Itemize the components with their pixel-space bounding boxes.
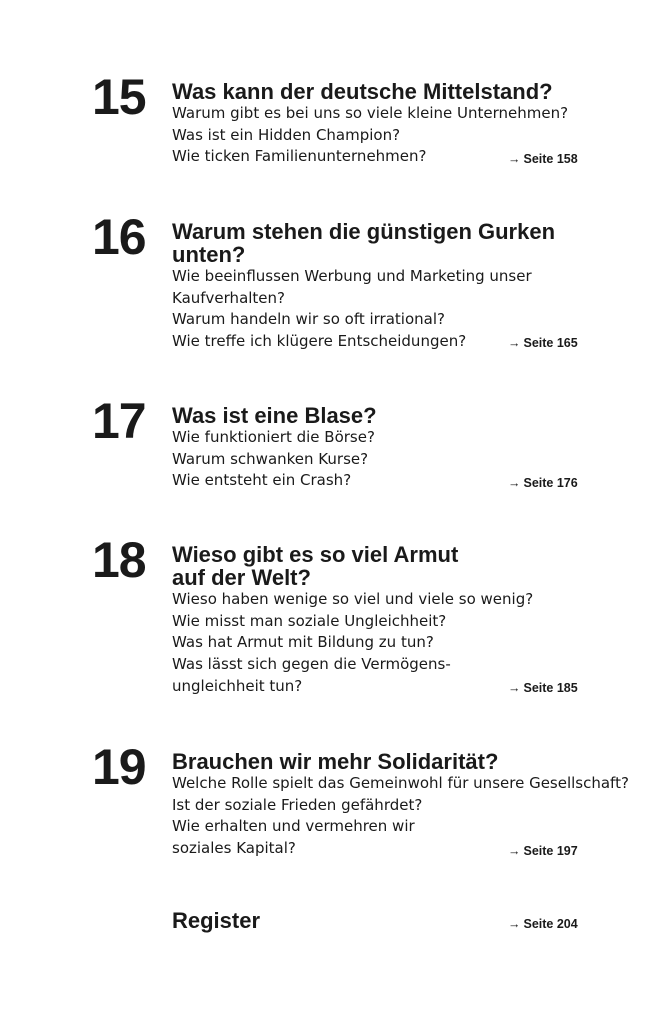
chapter-number: 15	[92, 69, 146, 125]
question-line: Wie ticken Familienunternehmen?	[172, 147, 427, 166]
chapter-number: 17	[92, 393, 146, 449]
arrow-right-icon: →	[508, 917, 521, 931]
page-reference-label: Seite 204	[523, 917, 578, 931]
question-line: Wie entsteht ein Crash?	[172, 471, 352, 490]
question-line: Wie funktioniert die Börse?	[172, 428, 375, 446]
chapter-title[interactable]	[172, 750, 602, 773]
question-line: Was hat Armut mit Bildung zu tun?	[172, 633, 434, 652]
question-line: soziales Kapital?	[172, 839, 296, 858]
page-reference-link[interactable]	[508, 844, 578, 858]
chapter-content	[172, 220, 602, 353]
chapter-title[interactable]	[172, 404, 602, 427]
arrow-right-icon: →	[508, 152, 521, 166]
chapter-title-line: Was ist eine Blase?	[172, 403, 377, 428]
page-reference-link[interactable]	[508, 152, 578, 166]
chapter-number: 19	[92, 739, 146, 795]
chapter-title[interactable]	[172, 543, 602, 589]
question-line: Was lässt sich gegen die Vermögens-	[172, 655, 451, 674]
arrow-right-icon: →	[508, 844, 521, 858]
page-reference-label: Seite 158	[523, 152, 578, 166]
question-line: Kaufverhalten?	[172, 288, 286, 307]
chapter-title-line: Was kann der deutsche Mittelstand?	[172, 79, 553, 104]
chapter-title-line: unten?	[172, 242, 246, 267]
question-line: Welche Rolle spielt das Gemeinwohl für unsere Gesellschaft?	[172, 774, 629, 792]
chapter-number: 16	[92, 209, 146, 265]
page-reference-link[interactable]	[508, 476, 578, 490]
question-line: Wie misst man soziale Ungleichheit?	[172, 611, 447, 630]
page-reference-link[interactable]	[508, 336, 578, 350]
question-line: Wie treffe ich klügere Entscheidungen?	[172, 332, 467, 351]
page-reference-label: Seite 185	[523, 681, 578, 695]
question-line: Warum gibt es bei uns so viele kleine Unternehmen?	[172, 104, 569, 122]
page-reference-label: Seite 176	[523, 476, 578, 490]
page-reference-link[interactable]	[508, 917, 578, 931]
page-reference-label: Seite 165	[523, 336, 578, 350]
arrow-right-icon: →	[508, 476, 521, 490]
chapter-number: 18	[92, 532, 146, 588]
question-line: Wie beeinflussen Werbung und Marketing unser	[172, 267, 532, 285]
chapter-title-line: auf der Welt?	[172, 565, 311, 590]
chapter-title-line: Brauchen wir mehr Solidarität?	[172, 749, 499, 774]
chapter-title[interactable]	[172, 220, 602, 266]
question-line: Warum handeln wir so oft irrational?	[172, 310, 445, 329]
arrow-right-icon: →	[508, 681, 521, 695]
question-line: Ist der soziale Frieden gefährdet?	[172, 795, 423, 814]
chapter-title-line: Wieso gibt es so viel Armut	[172, 542, 459, 567]
register-title[interactable]: Register	[172, 908, 261, 933]
question-line: Wieso haben wenige so viel und viele so wenig?	[172, 590, 534, 608]
chapter-title[interactable]	[172, 80, 602, 103]
question-line: Wie erhalten und vermehren wir	[172, 817, 415, 836]
page-reference-label: Seite 197	[523, 844, 578, 858]
question-line: Was ist ein Hidden Champion?	[172, 125, 401, 144]
chapter-content	[172, 543, 602, 698]
question-line: Warum schwanken Kurse?	[172, 449, 369, 468]
question-line: ungleichheit tun?	[172, 676, 303, 695]
chapter-title-line: Warum stehen die günstigen Gurken	[172, 219, 556, 244]
page-reference-link[interactable]	[508, 681, 578, 695]
arrow-right-icon: →	[508, 336, 521, 350]
